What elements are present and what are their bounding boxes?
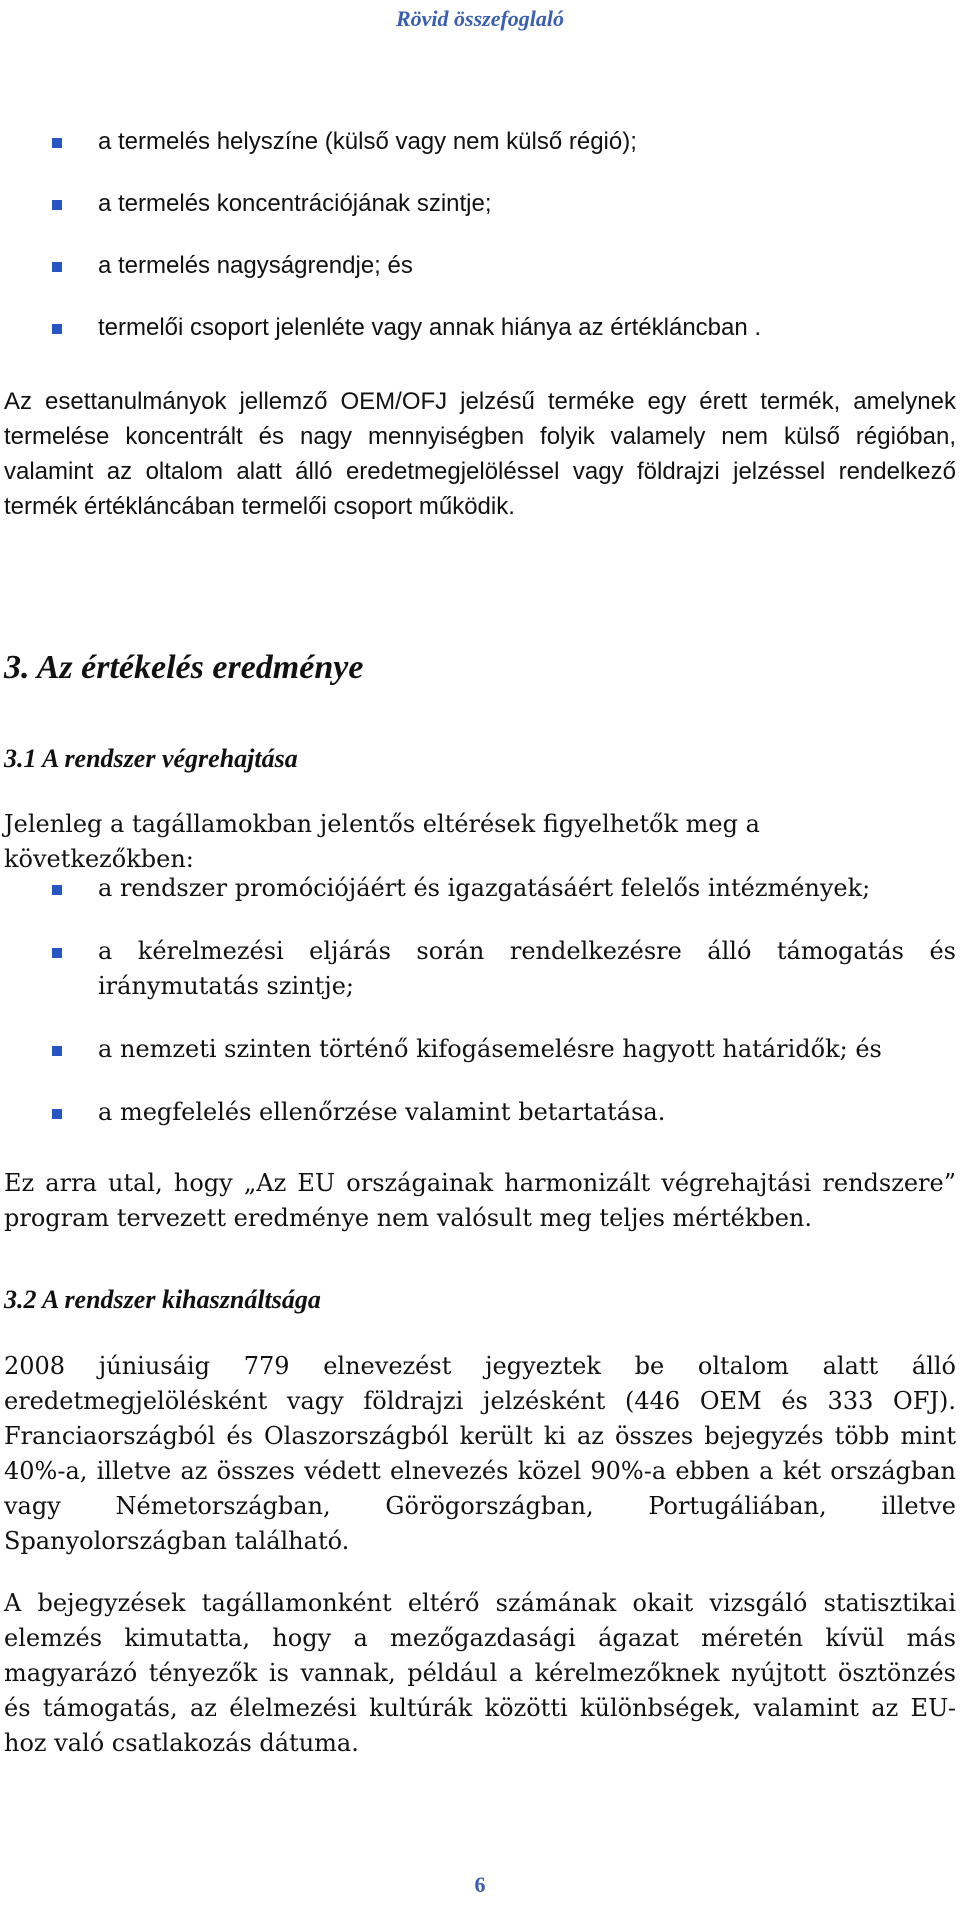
list-item: a termelés koncentrációjának szintje; — [4, 186, 956, 221]
running-header: Rövid összefoglaló — [395, 6, 565, 31]
paragraph-differences-intro: Jelenleg a tagállamokban jelentős eltérések figyelhetők meg a következőkben: — [4, 810, 760, 873]
section-heading-3: 3. Az értékelés eredménye — [4, 649, 364, 686]
bullet-list-production-factors — [4, 124, 956, 345]
list-item: termelői csoport jelenléte vagy annak hiánya az értékláncban . — [4, 310, 956, 345]
paragraph-registrations: 2008 júniusáig 779 elnevezést jegyeztek be oltalom alatt álló eredetmegjelölésként vagy földrajzi jelzésként (446 OEM és 333 OFJ). Franciaországból és Olaszországból került ki az összes bejegyzés több mint 40%-a, illetve az összes védett elnevezés közel 90%-a ebben a két országban vagy Németországban, Görögországban, Portugáliában, illetve Spanyolországban található. — [4, 1352, 956, 1555]
paragraph-case-study-summary: Az esettanulmányok jellemző OEM/OFJ jelzésű terméke egy érett termék, amelynek termelése koncentrált és nagy mennyiségben folyik valamely nem külső régióban, valamint az oltalom alatt álló eredetmegjelöléssel vagy földrajzi jelzéssel rendelkező termék értékláncában termelői csoport működik. — [4, 388, 956, 520]
paragraph-statistical-analysis: A bejegyzések tagállamonként eltérő számának okait vizsgáló statisztikai elemzés kimutatta, hogy a mezőgazdasági ágazat méretén kívül más magyarázó tényezők is vannak, például a kérelmezőknek nyújtott ösztönzés és támogatás, az élelmezési kultúrák közötti különbségek, valamint az EU-hoz való csatlakozás dátuma. — [4, 1589, 956, 1757]
subsection-heading-3-1: 3.1 A rendszer végrehajtása — [4, 744, 298, 773]
list-item: a kérelmezési eljárás során rendelkezésre álló támogatás és iránymutatás szintje; — [4, 934, 956, 1004]
list-item: a nemzeti szinten történő kifogásemelésre hagyott határidők; és — [4, 1032, 956, 1067]
bullet-list-differences — [4, 871, 956, 1130]
list-item: a termelés helyszíne (külső vagy nem külső régió); — [4, 124, 956, 159]
list-item: a megfelelés ellenőrzése valamint betartatása. — [4, 1095, 956, 1130]
page-number: 6 — [474, 1872, 486, 1897]
subsection-heading-3-2: 3.2 A rendszer kihasználtsága — [4, 1285, 321, 1314]
list-item: a rendszer promóciójáért és igazgatásáért felelős intézmények; — [4, 871, 956, 906]
paragraph-conclusion: Ez arra utal, hogy „Az EU országainak harmonizált végrehajtási rendszere” program tervezett eredménye nem valósult meg teljes mértékben. — [4, 1169, 956, 1232]
list-item: a termelés nagyságrendje; és — [4, 248, 956, 283]
